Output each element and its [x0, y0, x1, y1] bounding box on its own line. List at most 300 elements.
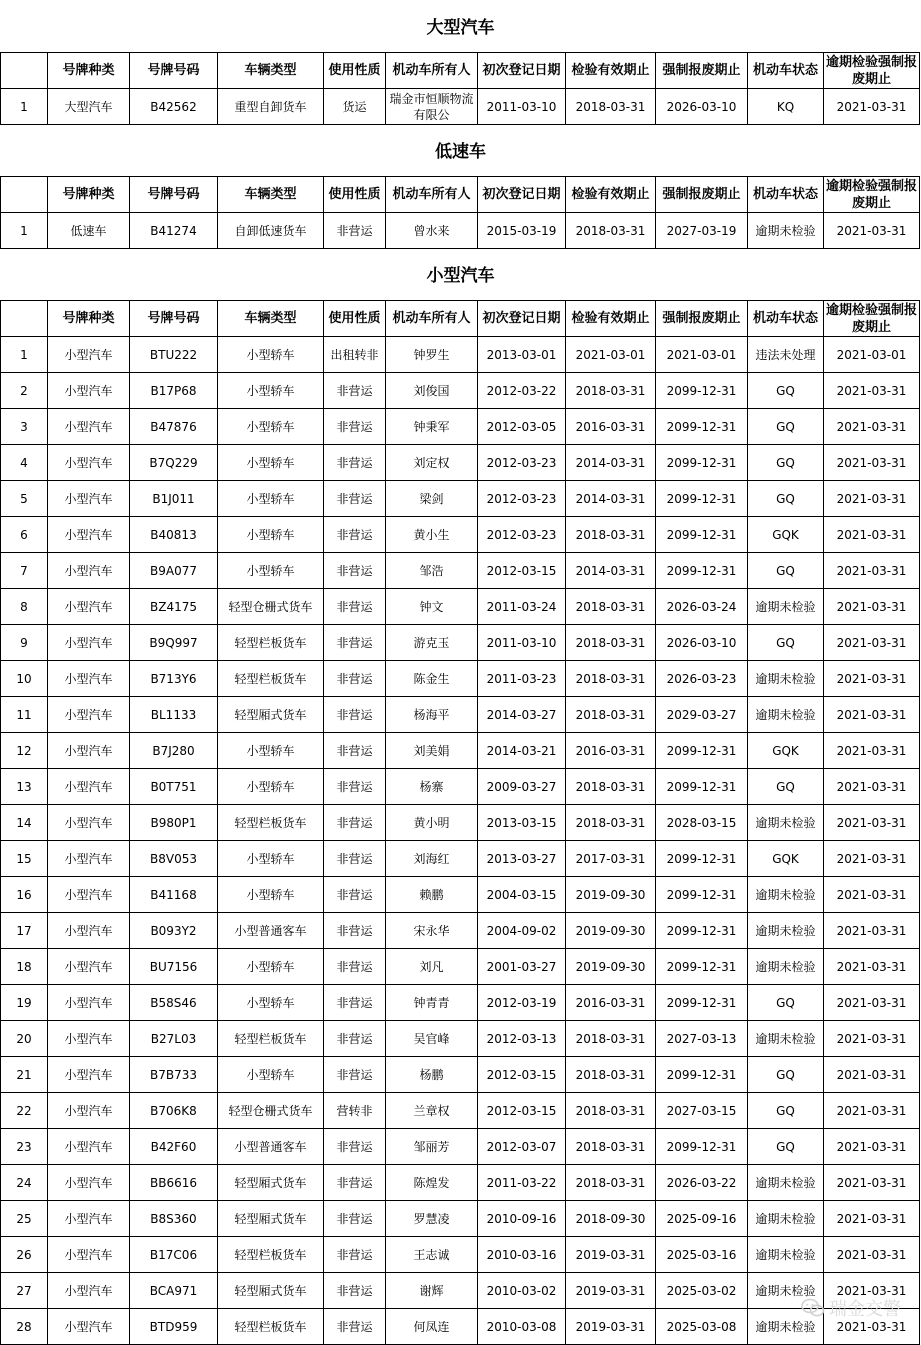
- table-cell: 非营运: [324, 553, 386, 589]
- table-cell: 2018-03-31: [566, 213, 656, 249]
- table-cell: 非营运: [324, 913, 386, 949]
- table-cell: 小型汽车: [48, 409, 130, 445]
- table-cell: 2021-03-31: [824, 985, 920, 1021]
- table-cell: 逾期未检验: [748, 913, 824, 949]
- table-row: [1, 481, 920, 517]
- table-row: [1, 1309, 920, 1345]
- table-cell: 2016-03-31: [566, 409, 656, 445]
- table-cell: 2010-03-08: [478, 1309, 566, 1345]
- table-cell: 2021-03-31: [824, 697, 920, 733]
- table-cell: 2026-03-24: [656, 589, 748, 625]
- table-cell: 2018-09-30: [566, 1201, 656, 1237]
- table-cell: 杨寨: [386, 769, 478, 805]
- table-cell: 2021-03-31: [824, 1273, 920, 1309]
- table-row: [1, 445, 920, 481]
- table-cell: 小型汽车: [48, 337, 130, 373]
- table-cell: B27L03: [130, 1021, 218, 1057]
- table-cell: 5: [1, 481, 48, 517]
- table-cell: 出租转非: [324, 337, 386, 373]
- table-cell: 小型汽车: [48, 625, 130, 661]
- table-cell: 非营运: [324, 373, 386, 409]
- table-cell: 2013-03-01: [478, 337, 566, 373]
- table-cell: B17P68: [130, 373, 218, 409]
- table-cell: 钟青青: [386, 985, 478, 1021]
- table-row: [1, 661, 920, 697]
- table-cell: 2021-03-31: [824, 1057, 920, 1093]
- header-cell: 初次登记日期: [478, 177, 566, 213]
- table-cell: 非营运: [324, 985, 386, 1021]
- header-cell: 车辆类型: [218, 301, 324, 337]
- table-cell: 2099-12-31: [656, 409, 748, 445]
- table-cell: 2019-09-30: [566, 877, 656, 913]
- table-cell: 2021-03-31: [824, 769, 920, 805]
- table-cell: B7J280: [130, 733, 218, 769]
- header-cell: 号牌号码: [130, 177, 218, 213]
- table-cell: GQ: [748, 1093, 824, 1129]
- table-cell: 2021-03-31: [824, 1093, 920, 1129]
- table-cell: 2019-03-31: [566, 1237, 656, 1273]
- section-title-low-speed-vehicle: 低速车: [435, 142, 486, 162]
- table-cell: 邹浩: [386, 553, 478, 589]
- table-cell: B9Q997: [130, 625, 218, 661]
- table-cell: 小型汽车: [48, 733, 130, 769]
- table-cell: 小型汽车: [48, 949, 130, 985]
- table-cell: 27: [1, 1273, 48, 1309]
- table-cell: 22: [1, 1093, 48, 1129]
- table-cell: 2099-12-31: [656, 445, 748, 481]
- table-cell: B8V053: [130, 841, 218, 877]
- table-cell: 2099-12-31: [656, 373, 748, 409]
- table-cell: 18: [1, 949, 48, 985]
- table-cell: 2021-03-31: [824, 1237, 920, 1273]
- table-cell: B40813: [130, 517, 218, 553]
- table-row: [1, 805, 920, 841]
- header-cell: 号牌号码: [130, 53, 218, 89]
- table-cell: 非营运: [324, 445, 386, 481]
- table-cell: 逾期未检验: [748, 949, 824, 985]
- table-cell: 2011-03-22: [478, 1165, 566, 1201]
- header-cell: 初次登记日期: [478, 301, 566, 337]
- table-cell: 2012-03-23: [478, 481, 566, 517]
- table-cell: GQ: [748, 553, 824, 589]
- table-cell: 小型轿车: [218, 877, 324, 913]
- table-cell: 6: [1, 517, 48, 553]
- table-cell: GQ: [748, 1129, 824, 1165]
- table-row: [1, 913, 920, 949]
- table-cell: 杨鹏: [386, 1057, 478, 1093]
- table-cell: 2026-03-22: [656, 1165, 748, 1201]
- table-cell: 2025-03-16: [656, 1237, 748, 1273]
- table-cell: BL1133: [130, 697, 218, 733]
- header-cell: 号牌种类: [48, 301, 130, 337]
- table-cell: 非营运: [324, 1057, 386, 1093]
- table-cell: 非营运: [324, 213, 386, 249]
- table-cell: 2021-03-31: [824, 89, 920, 125]
- table-cell: 钟罗生: [386, 337, 478, 373]
- table-cell: 1: [1, 337, 48, 373]
- table-row: [1, 877, 920, 913]
- table-row: [1, 1237, 920, 1273]
- table-cell: GQ: [748, 769, 824, 805]
- header-cell: 车辆类型: [218, 53, 324, 89]
- table-cell: 8: [1, 589, 48, 625]
- table-cell: B42562: [130, 89, 218, 125]
- table-cell: 2021-03-31: [824, 877, 920, 913]
- table-cell: 小型轿车: [218, 553, 324, 589]
- table-cell: 2: [1, 373, 48, 409]
- table-cell: 非营运: [324, 409, 386, 445]
- header-cell-index: [1, 301, 48, 337]
- table-cell: 小型轿车: [218, 769, 324, 805]
- table-cell: 2099-12-31: [656, 841, 748, 877]
- header-cell: 机动车所有人: [386, 53, 478, 89]
- table-cell: 非营运: [324, 589, 386, 625]
- table-cell: GQ: [748, 409, 824, 445]
- table-cell: 2021-03-31: [824, 841, 920, 877]
- table-cell: B713Y6: [130, 661, 218, 697]
- table-cell: B42F60: [130, 1129, 218, 1165]
- table-cell: 2018-03-31: [566, 1057, 656, 1093]
- table-cell: 14: [1, 805, 48, 841]
- table-cell: 2011-03-24: [478, 589, 566, 625]
- header-row: [1, 301, 920, 337]
- table-cell: BTD959: [130, 1309, 218, 1345]
- table-cell: 何凤连: [386, 1309, 478, 1345]
- table-cell: 2025-03-02: [656, 1273, 748, 1309]
- table-row: [1, 1093, 920, 1129]
- table-cell: 小型汽车: [48, 913, 130, 949]
- table-cell: 轻型仓栅式货车: [218, 1093, 324, 1129]
- table-cell: 小型汽车: [48, 805, 130, 841]
- table-cell: 2021-03-31: [824, 733, 920, 769]
- table-cell: 小型汽车: [48, 445, 130, 481]
- table-cell: 小型汽车: [48, 553, 130, 589]
- table-cell: 宋永华: [386, 913, 478, 949]
- table-cell: 2016-03-31: [566, 985, 656, 1021]
- wechat-icon: [801, 1298, 825, 1318]
- header-cell: 车辆类型: [218, 177, 324, 213]
- header-cell-index: [1, 177, 48, 213]
- table-cell: GQK: [748, 517, 824, 553]
- table-cell: 非营运: [324, 697, 386, 733]
- table-cell: 2021-03-31: [824, 1201, 920, 1237]
- table-cell: 28: [1, 1309, 48, 1345]
- table-cell: 小型汽车: [48, 769, 130, 805]
- table-cell: 轻型仓栅式货车: [218, 589, 324, 625]
- table-cell: 刘美娟: [386, 733, 478, 769]
- table-cell: 逾期未检验: [748, 213, 824, 249]
- table-cell: 黄小生: [386, 517, 478, 553]
- table-cell: 2025-09-16: [656, 1201, 748, 1237]
- header-cell: 机动车状态: [748, 301, 824, 337]
- table-cell: 小型汽车: [48, 841, 130, 877]
- table-cell: 2013-03-15: [478, 805, 566, 841]
- table-cell: 25: [1, 1201, 48, 1237]
- table-cell: 2012-03-23: [478, 445, 566, 481]
- table-cell: GQ: [748, 481, 824, 517]
- table-cell: 陈煌发: [386, 1165, 478, 1201]
- table-row: [1, 1057, 920, 1093]
- header-cell: 逾期检验强制报废期止: [824, 53, 920, 89]
- table-cell: 2021-03-31: [824, 1129, 920, 1165]
- table-cell: 2099-12-31: [656, 1057, 748, 1093]
- table-cell: 2025-03-08: [656, 1309, 748, 1345]
- table-cell: 2014-03-21: [478, 733, 566, 769]
- table-cell: 2018-03-31: [566, 769, 656, 805]
- table-cell: BZ4175: [130, 589, 218, 625]
- table-cell: 小型轿车: [218, 841, 324, 877]
- table-cell: 罗慧凌: [386, 1201, 478, 1237]
- table-row: [1, 1129, 920, 1165]
- table-cell: 非营运: [324, 841, 386, 877]
- table-cell: 小型轿车: [218, 949, 324, 985]
- table-cell: BTU222: [130, 337, 218, 373]
- table-cell: 3: [1, 409, 48, 445]
- table-cell: 2026-03-10: [656, 625, 748, 661]
- header-cell: 检验有效期止: [566, 301, 656, 337]
- table-cell: 1: [1, 213, 48, 249]
- table-cell: 2014-03-31: [566, 445, 656, 481]
- table-cell: 26: [1, 1237, 48, 1273]
- table-cell: 小型汽车: [48, 1237, 130, 1273]
- table-cell: B980P1: [130, 805, 218, 841]
- table-cell: 2018-03-31: [566, 589, 656, 625]
- table-cell: 2012-03-19: [478, 985, 566, 1021]
- table-cell: 轻型栏板货车: [218, 625, 324, 661]
- table-cell: 2018-03-31: [566, 661, 656, 697]
- table-cell: 2018-03-31: [566, 697, 656, 733]
- table-row: [1, 1201, 920, 1237]
- table-cell: 小型汽车: [48, 1093, 130, 1129]
- table-cell: 刘定权: [386, 445, 478, 481]
- header-cell-index: [1, 53, 48, 89]
- table-cell: 2099-12-31: [656, 985, 748, 1021]
- table-cell: 11: [1, 697, 48, 733]
- table-cell: 2009-03-27: [478, 769, 566, 805]
- table-cell: 逾期未检验: [748, 1021, 824, 1057]
- table-cell: 刘俊国: [386, 373, 478, 409]
- table-cell: 2099-12-31: [656, 733, 748, 769]
- table-cell: 逾期未检验: [748, 1237, 824, 1273]
- table-cell: 2013-03-27: [478, 841, 566, 877]
- table-cell: GQ: [748, 985, 824, 1021]
- table-cell: 2012-03-15: [478, 1093, 566, 1129]
- table-cell: 2021-03-01: [824, 337, 920, 373]
- header-cell: 使用性质: [324, 301, 386, 337]
- header-cell: 机动车状态: [748, 177, 824, 213]
- table-cell: 15: [1, 841, 48, 877]
- table-cell: 非营运: [324, 625, 386, 661]
- table-cell: 2021-03-31: [824, 481, 920, 517]
- table-cell: 逾期未检验: [748, 1273, 824, 1309]
- table-cell: 轻型厢式货车: [218, 1201, 324, 1237]
- table-cell: 轻型栏板货车: [218, 661, 324, 697]
- table-cell: 轻型栏板货车: [218, 1021, 324, 1057]
- table-cell: 2021-03-31: [824, 553, 920, 589]
- table-cell: 非营运: [324, 1129, 386, 1165]
- watermark-text: 瑞金交警: [829, 1299, 901, 1320]
- table-cell: 2099-12-31: [656, 913, 748, 949]
- table-row: [1, 89, 920, 125]
- table-cell: 2012-03-15: [478, 1057, 566, 1093]
- table-cell: 2019-03-31: [566, 1273, 656, 1309]
- table-cell: 小型汽车: [48, 1057, 130, 1093]
- table-cell: 非营运: [324, 949, 386, 985]
- table-row: [1, 625, 920, 661]
- table-cell: 曾水来: [386, 213, 478, 249]
- table-cell: 杨海平: [386, 697, 478, 733]
- table-cell: 非营运: [324, 481, 386, 517]
- table-cell: 17: [1, 913, 48, 949]
- table-cell: 小型汽车: [48, 589, 130, 625]
- table-cell: 非营运: [324, 805, 386, 841]
- table-cell: 非营运: [324, 1309, 386, 1345]
- table-cell: 黄小明: [386, 805, 478, 841]
- table-cell: 2099-12-31: [656, 769, 748, 805]
- header-cell: 使用性质: [324, 53, 386, 89]
- table-cell: 小型轿车: [218, 445, 324, 481]
- table-cell: 2018-03-31: [566, 625, 656, 661]
- table-row: [1, 985, 920, 1021]
- table-cell: 刘凡: [386, 949, 478, 985]
- table-cell: BB6616: [130, 1165, 218, 1201]
- table-cell: 19: [1, 985, 48, 1021]
- table-cell: B7B733: [130, 1057, 218, 1093]
- watermark: [801, 1295, 901, 1321]
- table-cell: 小型汽车: [48, 661, 130, 697]
- table-row: [1, 733, 920, 769]
- table-cell: 2018-03-31: [566, 805, 656, 841]
- header-cell: 号牌种类: [48, 53, 130, 89]
- table-cell: 逾期未检验: [748, 805, 824, 841]
- table-cell: 2099-12-31: [656, 877, 748, 913]
- table-cell: 小型普通客车: [218, 913, 324, 949]
- table-cell: B41274: [130, 213, 218, 249]
- table-cell: 小型汽车: [48, 1201, 130, 1237]
- header-cell: 检验有效期止: [566, 177, 656, 213]
- table-cell: 小型轿车: [218, 409, 324, 445]
- table-cell: 2021-03-31: [824, 589, 920, 625]
- table-cell: 货运: [324, 89, 386, 125]
- header-cell: 强制报废期止: [656, 301, 748, 337]
- table-cell: 2012-03-13: [478, 1021, 566, 1057]
- table-cell: 重型自卸货车: [218, 89, 324, 125]
- table-cell: 小型汽车: [48, 517, 130, 553]
- table-cell: 轻型厢式货车: [218, 697, 324, 733]
- table-cell: 2018-03-31: [566, 373, 656, 409]
- table-cell: 小型轿车: [218, 481, 324, 517]
- table-cell: 2099-12-31: [656, 517, 748, 553]
- table-cell: 小型汽车: [48, 877, 130, 913]
- table-cell: 2017-03-31: [566, 841, 656, 877]
- small-vehicle-table: [0, 300, 920, 1345]
- table-cell: 小型汽车: [48, 697, 130, 733]
- table-cell: 2021-03-31: [824, 409, 920, 445]
- table-cell: 自卸低速货车: [218, 213, 324, 249]
- table-cell: 小型汽车: [48, 1273, 130, 1309]
- table-cell: 2012-03-07: [478, 1129, 566, 1165]
- header-cell: 机动车状态: [748, 53, 824, 89]
- table-cell: GQK: [748, 733, 824, 769]
- header-cell: 初次登记日期: [478, 53, 566, 89]
- table-cell: 赖鹏: [386, 877, 478, 913]
- table-cell: 2021-03-31: [824, 373, 920, 409]
- table-cell: 非营运: [324, 733, 386, 769]
- table-cell: 轻型厢式货车: [218, 1273, 324, 1309]
- table-cell: 非营运: [324, 1273, 386, 1309]
- table-cell: 轻型厢式货车: [218, 1165, 324, 1201]
- table-cell: GQ: [748, 1057, 824, 1093]
- table-cell: 逾期未检验: [748, 697, 824, 733]
- table-cell: 2021-03-31: [824, 625, 920, 661]
- header-row: [1, 177, 920, 213]
- table-cell: 2012-03-22: [478, 373, 566, 409]
- table-row: [1, 769, 920, 805]
- table-cell: 2027-03-13: [656, 1021, 748, 1057]
- table-cell: 违法未处理: [748, 337, 824, 373]
- table-cell: B093Y2: [130, 913, 218, 949]
- table-cell: 2019-03-31: [566, 1309, 656, 1345]
- table-cell: 2027-03-19: [656, 213, 748, 249]
- table-cell: 轻型栏板货车: [218, 1237, 324, 1273]
- table-cell: B58S46: [130, 985, 218, 1021]
- table-cell: GQ: [748, 373, 824, 409]
- table-cell: 2021-03-31: [824, 1021, 920, 1057]
- table-cell: 2011-03-10: [478, 625, 566, 661]
- table-cell: 2099-12-31: [656, 1129, 748, 1165]
- table-cell: 2019-09-30: [566, 913, 656, 949]
- table-cell: 2028-03-15: [656, 805, 748, 841]
- table-row: [1, 213, 920, 249]
- table-cell: 2018-03-31: [566, 1129, 656, 1165]
- table-cell: 梁剑: [386, 481, 478, 517]
- table-cell: 2099-12-31: [656, 949, 748, 985]
- table-cell: 2018-03-31: [566, 1093, 656, 1129]
- header-cell: 强制报废期止: [656, 177, 748, 213]
- table-cell: 2021-03-31: [824, 1309, 920, 1345]
- header-cell: 机动车所有人: [386, 301, 478, 337]
- table-cell: 营转非: [324, 1093, 386, 1129]
- table-row: [1, 949, 920, 985]
- table-cell: 2010-03-16: [478, 1237, 566, 1273]
- table-cell: 2021-03-01: [656, 337, 748, 373]
- table-cell: 刘海红: [386, 841, 478, 877]
- table-cell: 瑞金市恒顺物流有限公: [386, 89, 478, 125]
- table-row: [1, 553, 920, 589]
- table-cell: 小型汽车: [48, 1021, 130, 1057]
- table-cell: 2011-03-23: [478, 661, 566, 697]
- table-cell: 4: [1, 445, 48, 481]
- table-cell: 2004-09-02: [478, 913, 566, 949]
- table-cell: 2018-03-31: [566, 1165, 656, 1201]
- table-cell: 小型汽车: [48, 481, 130, 517]
- table-cell: 2012-03-15: [478, 553, 566, 589]
- table-row: [1, 1165, 920, 1201]
- table-cell: 兰章权: [386, 1093, 478, 1129]
- table-cell: 2014-03-31: [566, 481, 656, 517]
- table-cell: 逾期未检验: [748, 877, 824, 913]
- table-cell: 非营运: [324, 1201, 386, 1237]
- table-cell: 2029-03-27: [656, 697, 748, 733]
- table-cell: 2021-03-31: [824, 805, 920, 841]
- table-cell: 16: [1, 877, 48, 913]
- table-cell: 陈金生: [386, 661, 478, 697]
- large-vehicle-table: [0, 52, 920, 125]
- table-cell: B0T751: [130, 769, 218, 805]
- table-cell: 小型汽车: [48, 985, 130, 1021]
- table-cell: 2014-03-27: [478, 697, 566, 733]
- table-cell: 逾期未检验: [748, 1309, 824, 1345]
